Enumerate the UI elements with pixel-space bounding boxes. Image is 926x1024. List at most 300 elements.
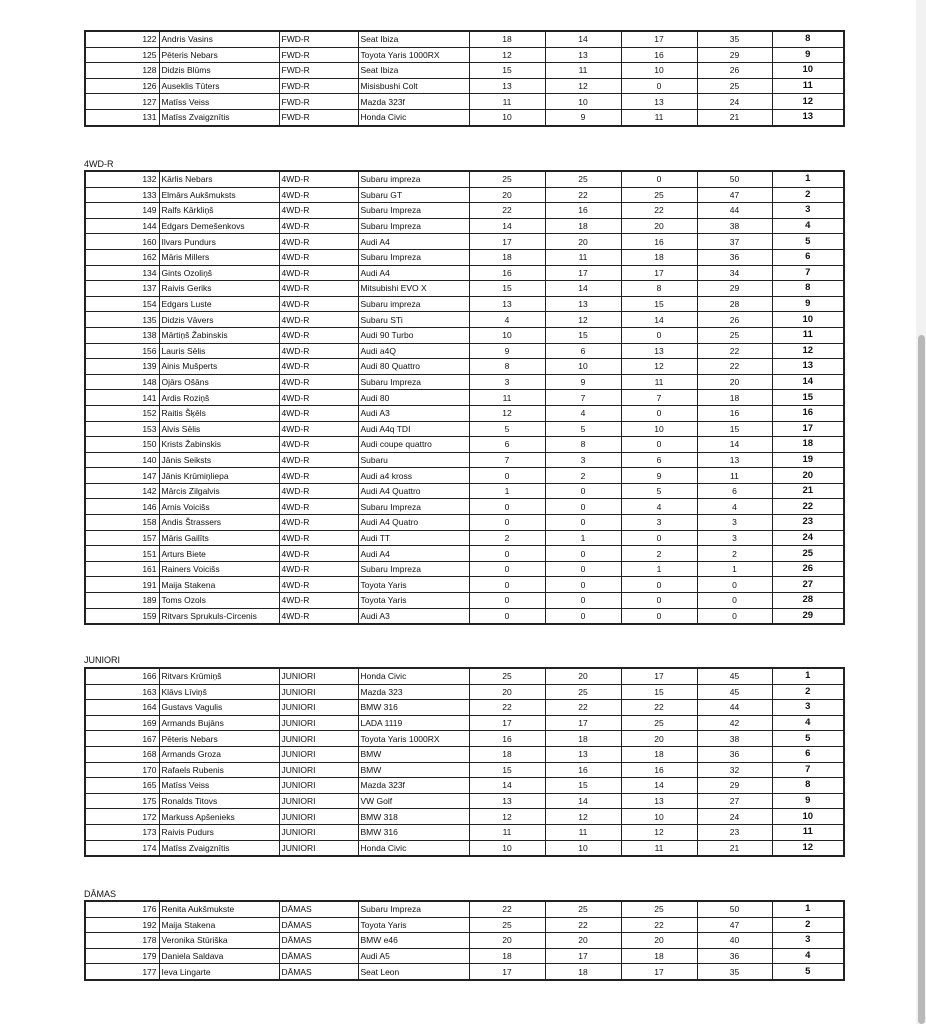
place-cell: 10: [772, 63, 844, 79]
results-table: [84, 900, 845, 981]
stage3-points-cell: 0: [621, 608, 697, 624]
driver-name-cell: Ainis Mušperts: [159, 359, 279, 375]
stage3-points-cell: 13: [621, 94, 697, 110]
table-row: [85, 917, 844, 933]
car-cell: Audi 90 Turbo: [358, 327, 469, 343]
start-number-cell: 165: [85, 778, 159, 794]
stage1-points-cell: 17: [469, 964, 545, 980]
start-number-cell: 152: [85, 405, 159, 421]
total-points-cell: 37: [697, 234, 772, 250]
table-row: [85, 374, 844, 390]
table-row: [85, 249, 844, 265]
total-points-cell: 29: [697, 47, 772, 63]
class-cell: 4WD-R: [279, 390, 358, 406]
start-number-cell: 138: [85, 327, 159, 343]
stage3-points-cell: 11: [621, 109, 697, 125]
table-row: [85, 668, 844, 684]
start-number-cell: 154: [85, 296, 159, 312]
driver-name-cell: Elmārs Aukšmuksts: [159, 187, 279, 203]
place-cell: 5: [772, 964, 844, 980]
total-points-cell: 23: [697, 824, 772, 840]
driver-name-cell: Raivis Geriks: [159, 281, 279, 297]
stage3-points-cell: 11: [621, 374, 697, 390]
stage1-points-cell: 18: [469, 249, 545, 265]
stage2-points-cell: 17: [545, 715, 621, 731]
driver-name-cell: Edgars Demešenkovs: [159, 218, 279, 234]
stage3-points-cell: 25: [621, 187, 697, 203]
car-cell: Audi A4 Quatro: [358, 515, 469, 531]
place-cell: 23: [772, 515, 844, 531]
driver-name-cell: Matīss Zvaigznītis: [159, 840, 279, 856]
stage3-points-cell: 15: [621, 296, 697, 312]
stage3-points-cell: 1: [621, 561, 697, 577]
total-points-cell: 34: [697, 265, 772, 281]
start-number-cell: 127: [85, 94, 159, 110]
table-row: [85, 327, 844, 343]
table-row: [85, 187, 844, 203]
total-points-cell: 28: [697, 296, 772, 312]
driver-name-cell: Arnis Voicišs: [159, 499, 279, 515]
stage1-points-cell: 0: [469, 593, 545, 609]
start-number-cell: 122: [85, 31, 159, 47]
class-cell: 4WD-R: [279, 203, 358, 219]
driver-name-cell: Pēteris Nebars: [159, 731, 279, 747]
stage3-points-cell: 20: [621, 731, 697, 747]
section-title-4wd-r: 4WD-R: [84, 159, 114, 169]
driver-name-cell: Jānis Seiksts: [159, 452, 279, 468]
car-cell: Audi a4Q: [358, 343, 469, 359]
class-cell: 4WD-R: [279, 187, 358, 203]
car-cell: Audi A3: [358, 405, 469, 421]
car-cell: Subaru GT: [358, 187, 469, 203]
class-cell: 4WD-R: [279, 577, 358, 593]
car-cell: Subaru impreza: [358, 171, 469, 187]
start-number-cell: 178: [85, 933, 159, 949]
stage2-points-cell: 5: [545, 421, 621, 437]
table-row: [85, 593, 844, 609]
class-cell: 4WD-R: [279, 608, 358, 624]
class-cell: 4WD-R: [279, 296, 358, 312]
stage2-points-cell: 20: [545, 668, 621, 684]
stage1-points-cell: 13: [469, 78, 545, 94]
stage3-points-cell: 6: [621, 452, 697, 468]
table-row: [85, 47, 844, 63]
stage1-points-cell: 13: [469, 296, 545, 312]
place-cell: 26: [772, 561, 844, 577]
class-cell: 4WD-R: [279, 530, 358, 546]
stage3-points-cell: 0: [621, 577, 697, 593]
start-number-cell: 173: [85, 824, 159, 840]
car-cell: Audi A4 Quattro: [358, 483, 469, 499]
stage2-points-cell: 13: [545, 296, 621, 312]
table-row: [85, 809, 844, 825]
stage1-points-cell: 4: [469, 312, 545, 328]
stage2-points-cell: 2: [545, 468, 621, 484]
total-points-cell: 16: [697, 405, 772, 421]
place-cell: 20: [772, 468, 844, 484]
stage1-points-cell: 22: [469, 700, 545, 716]
stage3-points-cell: 7: [621, 390, 697, 406]
car-cell: Honda Civic: [358, 109, 469, 125]
table-row: [85, 793, 844, 809]
stage1-points-cell: 9: [469, 343, 545, 359]
stage3-points-cell: 16: [621, 47, 697, 63]
total-points-cell: 0: [697, 577, 772, 593]
stage3-points-cell: 17: [621, 265, 697, 281]
car-cell: Toyota Yaris: [358, 593, 469, 609]
stage1-points-cell: 12: [469, 809, 545, 825]
total-points-cell: 4: [697, 499, 772, 515]
stage1-points-cell: 25: [469, 668, 545, 684]
stage1-points-cell: 12: [469, 47, 545, 63]
stage1-points-cell: 3: [469, 374, 545, 390]
stage2-points-cell: 0: [545, 499, 621, 515]
class-cell: JUNIORI: [279, 778, 358, 794]
total-points-cell: 0: [697, 593, 772, 609]
total-points-cell: 29: [697, 778, 772, 794]
stage1-points-cell: 18: [469, 746, 545, 762]
total-points-cell: 47: [697, 917, 772, 933]
driver-name-cell: Maija Stakena: [159, 917, 279, 933]
class-cell: DĀMAS: [279, 948, 358, 964]
class-cell: 4WD-R: [279, 483, 358, 499]
start-number-cell: 175: [85, 793, 159, 809]
start-number-cell: 132: [85, 171, 159, 187]
class-cell: 4WD-R: [279, 327, 358, 343]
stage3-points-cell: 10: [621, 809, 697, 825]
class-cell: JUNIORI: [279, 668, 358, 684]
start-number-cell: 139: [85, 359, 159, 375]
driver-name-cell: Rafaels Rubenis: [159, 762, 279, 778]
stage2-points-cell: 12: [545, 809, 621, 825]
total-points-cell: 15: [697, 421, 772, 437]
class-cell: 4WD-R: [279, 312, 358, 328]
stage3-points-cell: 14: [621, 778, 697, 794]
class-cell: JUNIORI: [279, 700, 358, 716]
car-cell: Honda Civic: [358, 840, 469, 856]
section-title-damas: DĀMAS: [84, 889, 117, 899]
car-cell: BMW 318: [358, 809, 469, 825]
place-cell: 28: [772, 593, 844, 609]
driver-name-cell: Veronika Stūriška: [159, 933, 279, 949]
table-row: [85, 468, 844, 484]
start-number-cell: 144: [85, 218, 159, 234]
stage3-points-cell: 17: [621, 668, 697, 684]
stage1-points-cell: 0: [469, 468, 545, 484]
stage3-points-cell: 18: [621, 249, 697, 265]
scrollbar-thumb[interactable]: [918, 335, 925, 1024]
table-row: [85, 31, 844, 47]
stage1-points-cell: 0: [469, 608, 545, 624]
stage3-points-cell: 18: [621, 948, 697, 964]
stage2-points-cell: 11: [545, 249, 621, 265]
place-cell: 4: [772, 218, 844, 234]
section-juniori: [84, 667, 843, 857]
car-cell: Mazda 323f: [358, 94, 469, 110]
total-points-cell: 21: [697, 109, 772, 125]
stage2-points-cell: 12: [545, 78, 621, 94]
stage2-points-cell: 15: [545, 327, 621, 343]
stage3-points-cell: 16: [621, 234, 697, 250]
place-cell: 25: [772, 546, 844, 562]
stage1-points-cell: 10: [469, 840, 545, 856]
total-points-cell: 38: [697, 218, 772, 234]
total-points-cell: 32: [697, 762, 772, 778]
place-cell: 6: [772, 746, 844, 762]
section-damas: [84, 900, 843, 981]
class-cell: DĀMAS: [279, 917, 358, 933]
class-cell: DĀMAS: [279, 964, 358, 980]
driver-name-cell: Arturs Biete: [159, 546, 279, 562]
car-cell: Subaru Impreza: [358, 374, 469, 390]
table-row: [85, 171, 844, 187]
car-cell: VW Golf: [358, 793, 469, 809]
stage1-points-cell: 12: [469, 405, 545, 421]
class-cell: 4WD-R: [279, 218, 358, 234]
table-row: [85, 405, 844, 421]
stage1-points-cell: 7: [469, 452, 545, 468]
driver-name-cell: Rainers Voicišs: [159, 561, 279, 577]
table-row: [85, 265, 844, 281]
stage1-points-cell: 17: [469, 715, 545, 731]
driver-name-cell: Armands Groza: [159, 746, 279, 762]
stage3-points-cell: 17: [621, 964, 697, 980]
stage2-points-cell: 0: [545, 608, 621, 624]
results-table: [84, 30, 845, 127]
driver-name-cell: Armands Bujāns: [159, 715, 279, 731]
stage1-points-cell: 0: [469, 499, 545, 515]
stage1-points-cell: 20: [469, 684, 545, 700]
car-cell: BMW: [358, 746, 469, 762]
driver-name-cell: Klāvs Līviņš: [159, 684, 279, 700]
place-cell: 12: [772, 343, 844, 359]
total-points-cell: 3: [697, 530, 772, 546]
stage3-points-cell: 0: [621, 437, 697, 453]
place-cell: 10: [772, 312, 844, 328]
stage2-points-cell: 6: [545, 343, 621, 359]
start-number-cell: 168: [85, 746, 159, 762]
car-cell: Audi A4q TDI: [358, 421, 469, 437]
table-row: [85, 203, 844, 219]
start-number-cell: 137: [85, 281, 159, 297]
start-number-cell: 157: [85, 530, 159, 546]
class-cell: JUNIORI: [279, 762, 358, 778]
class-cell: JUNIORI: [279, 824, 358, 840]
section-4wd-r: [84, 170, 843, 625]
table-row: [85, 452, 844, 468]
total-points-cell: 44: [697, 700, 772, 716]
driver-name-cell: Ojārs Ošāns: [159, 374, 279, 390]
place-cell: 5: [772, 234, 844, 250]
stage3-points-cell: 0: [621, 593, 697, 609]
car-cell: Audi TT: [358, 530, 469, 546]
stage2-points-cell: 18: [545, 731, 621, 747]
car-cell: Mazda 323: [358, 684, 469, 700]
driver-name-cell: Didzis Vāvers: [159, 312, 279, 328]
table-row: [85, 778, 844, 794]
stage2-points-cell: 20: [545, 234, 621, 250]
total-points-cell: 38: [697, 731, 772, 747]
stage3-points-cell: 20: [621, 218, 697, 234]
start-number-cell: 192: [85, 917, 159, 933]
start-number-cell: 189: [85, 593, 159, 609]
start-number-cell: 147: [85, 468, 159, 484]
total-points-cell: 50: [697, 171, 772, 187]
stage3-points-cell: 15: [621, 684, 697, 700]
driver-name-cell: Markuss Apšenieks: [159, 809, 279, 825]
table-row: [85, 437, 844, 453]
stage2-points-cell: 10: [545, 840, 621, 856]
total-points-cell: 29: [697, 281, 772, 297]
stage1-points-cell: 16: [469, 265, 545, 281]
place-cell: 3: [772, 203, 844, 219]
car-cell: Subaru Impreza: [358, 203, 469, 219]
place-cell: 24: [772, 530, 844, 546]
car-cell: Misisbushi Colt: [358, 78, 469, 94]
stage1-points-cell: 0: [469, 515, 545, 531]
stage1-points-cell: 15: [469, 281, 545, 297]
place-cell: 13: [772, 109, 844, 125]
stage3-points-cell: 0: [621, 78, 697, 94]
place-cell: 15: [772, 390, 844, 406]
stage2-points-cell: 0: [545, 483, 621, 499]
car-cell: Audi A4: [358, 265, 469, 281]
total-points-cell: 3: [697, 515, 772, 531]
stage1-points-cell: 18: [469, 948, 545, 964]
driver-name-cell: Mārtiņš Žabinskis: [159, 327, 279, 343]
table-row: [85, 731, 844, 747]
class-cell: 4WD-R: [279, 421, 358, 437]
total-points-cell: 21: [697, 840, 772, 856]
class-cell: 4WD-R: [279, 515, 358, 531]
stage2-points-cell: 16: [545, 203, 621, 219]
scrollbar-track[interactable]: [916, 0, 926, 1024]
car-cell: Subaru Impreza: [358, 249, 469, 265]
stage2-points-cell: 7: [545, 390, 621, 406]
driver-name-cell: Ieva Lingarte: [159, 964, 279, 980]
stage3-points-cell: 5: [621, 483, 697, 499]
stage1-points-cell: 25: [469, 171, 545, 187]
car-cell: Subaru Impreza: [358, 218, 469, 234]
driver-name-cell: Gustavs Vagulis: [159, 700, 279, 716]
place-cell: 12: [772, 840, 844, 856]
class-cell: 4WD-R: [279, 234, 358, 250]
stage1-points-cell: 20: [469, 187, 545, 203]
stage2-points-cell: 9: [545, 374, 621, 390]
driver-name-cell: Ronalds Titovs: [159, 793, 279, 809]
car-cell: Audi A4: [358, 234, 469, 250]
class-cell: FWD-R: [279, 109, 358, 125]
start-number-cell: 162: [85, 249, 159, 265]
total-points-cell: 44: [697, 203, 772, 219]
stage2-points-cell: 10: [545, 359, 621, 375]
table-row: [85, 577, 844, 593]
driver-name-cell: Ralfs Kārkliņš: [159, 203, 279, 219]
start-number-cell: 191: [85, 577, 159, 593]
table-row: [85, 515, 844, 531]
car-cell: Audi 80 Quattro: [358, 359, 469, 375]
car-cell: Toyota Yaris: [358, 917, 469, 933]
car-cell: Subaru Impreza: [358, 499, 469, 515]
stage3-points-cell: 3: [621, 515, 697, 531]
stage3-points-cell: 22: [621, 700, 697, 716]
place-cell: 11: [772, 327, 844, 343]
driver-name-cell: Māris Millers: [159, 249, 279, 265]
driver-name-cell: Toms Ozols: [159, 593, 279, 609]
stage3-points-cell: 18: [621, 746, 697, 762]
driver-name-cell: Mārcis Zilgalvis: [159, 483, 279, 499]
stage2-points-cell: 0: [545, 577, 621, 593]
stage2-points-cell: 9: [545, 109, 621, 125]
place-cell: 2: [772, 684, 844, 700]
stage2-points-cell: 18: [545, 218, 621, 234]
start-number-cell: 134: [85, 265, 159, 281]
stage2-points-cell: 0: [545, 515, 621, 531]
table-row: [85, 762, 844, 778]
start-number-cell: 146: [85, 499, 159, 515]
table-row: [85, 964, 844, 980]
stage2-points-cell: 4: [545, 405, 621, 421]
driver-name-cell: Ilvars Pundurs: [159, 234, 279, 250]
car-cell: BMW 316: [358, 824, 469, 840]
stage2-points-cell: 14: [545, 793, 621, 809]
driver-name-cell: Krists Žabinskis: [159, 437, 279, 453]
car-cell: Toyota Yaris: [358, 577, 469, 593]
total-points-cell: 25: [697, 78, 772, 94]
class-cell: 4WD-R: [279, 343, 358, 359]
total-points-cell: 25: [697, 327, 772, 343]
total-points-cell: 20: [697, 374, 772, 390]
driver-name-cell: Raitis Šķēls: [159, 405, 279, 421]
table-row: [85, 901, 844, 917]
stage2-points-cell: 25: [545, 171, 621, 187]
stage2-points-cell: 14: [545, 281, 621, 297]
start-number-cell: 161: [85, 561, 159, 577]
car-cell: BMW 316: [358, 700, 469, 716]
car-cell: Audi 80: [358, 390, 469, 406]
stage1-points-cell: 0: [469, 546, 545, 562]
total-points-cell: 40: [697, 933, 772, 949]
class-cell: JUNIORI: [279, 793, 358, 809]
class-cell: FWD-R: [279, 63, 358, 79]
class-cell: 4WD-R: [279, 249, 358, 265]
class-cell: 4WD-R: [279, 546, 358, 562]
car-cell: Seat Ibiza: [358, 63, 469, 79]
start-number-cell: 151: [85, 546, 159, 562]
table-row: [85, 499, 844, 515]
table-row: [85, 390, 844, 406]
place-cell: 2: [772, 187, 844, 203]
stage3-points-cell: 4: [621, 499, 697, 515]
stage3-points-cell: 25: [621, 715, 697, 731]
car-cell: Audi A3: [358, 608, 469, 624]
section-fwd-r: [84, 30, 843, 127]
car-cell: Seat Leon: [358, 964, 469, 980]
class-cell: 4WD-R: [279, 452, 358, 468]
driver-name-cell: Didzis Blūms: [159, 63, 279, 79]
car-cell: Audi a4 kross: [358, 468, 469, 484]
car-cell: Audi A5: [358, 948, 469, 964]
total-points-cell: 1: [697, 561, 772, 577]
class-cell: FWD-R: [279, 47, 358, 63]
total-points-cell: 2: [697, 546, 772, 562]
table-row: [85, 78, 844, 94]
stage2-points-cell: 17: [545, 265, 621, 281]
start-number-cell: 158: [85, 515, 159, 531]
stage3-points-cell: 22: [621, 203, 697, 219]
driver-name-cell: Māris Gailīts: [159, 530, 279, 546]
car-cell: Subaru STi: [358, 312, 469, 328]
